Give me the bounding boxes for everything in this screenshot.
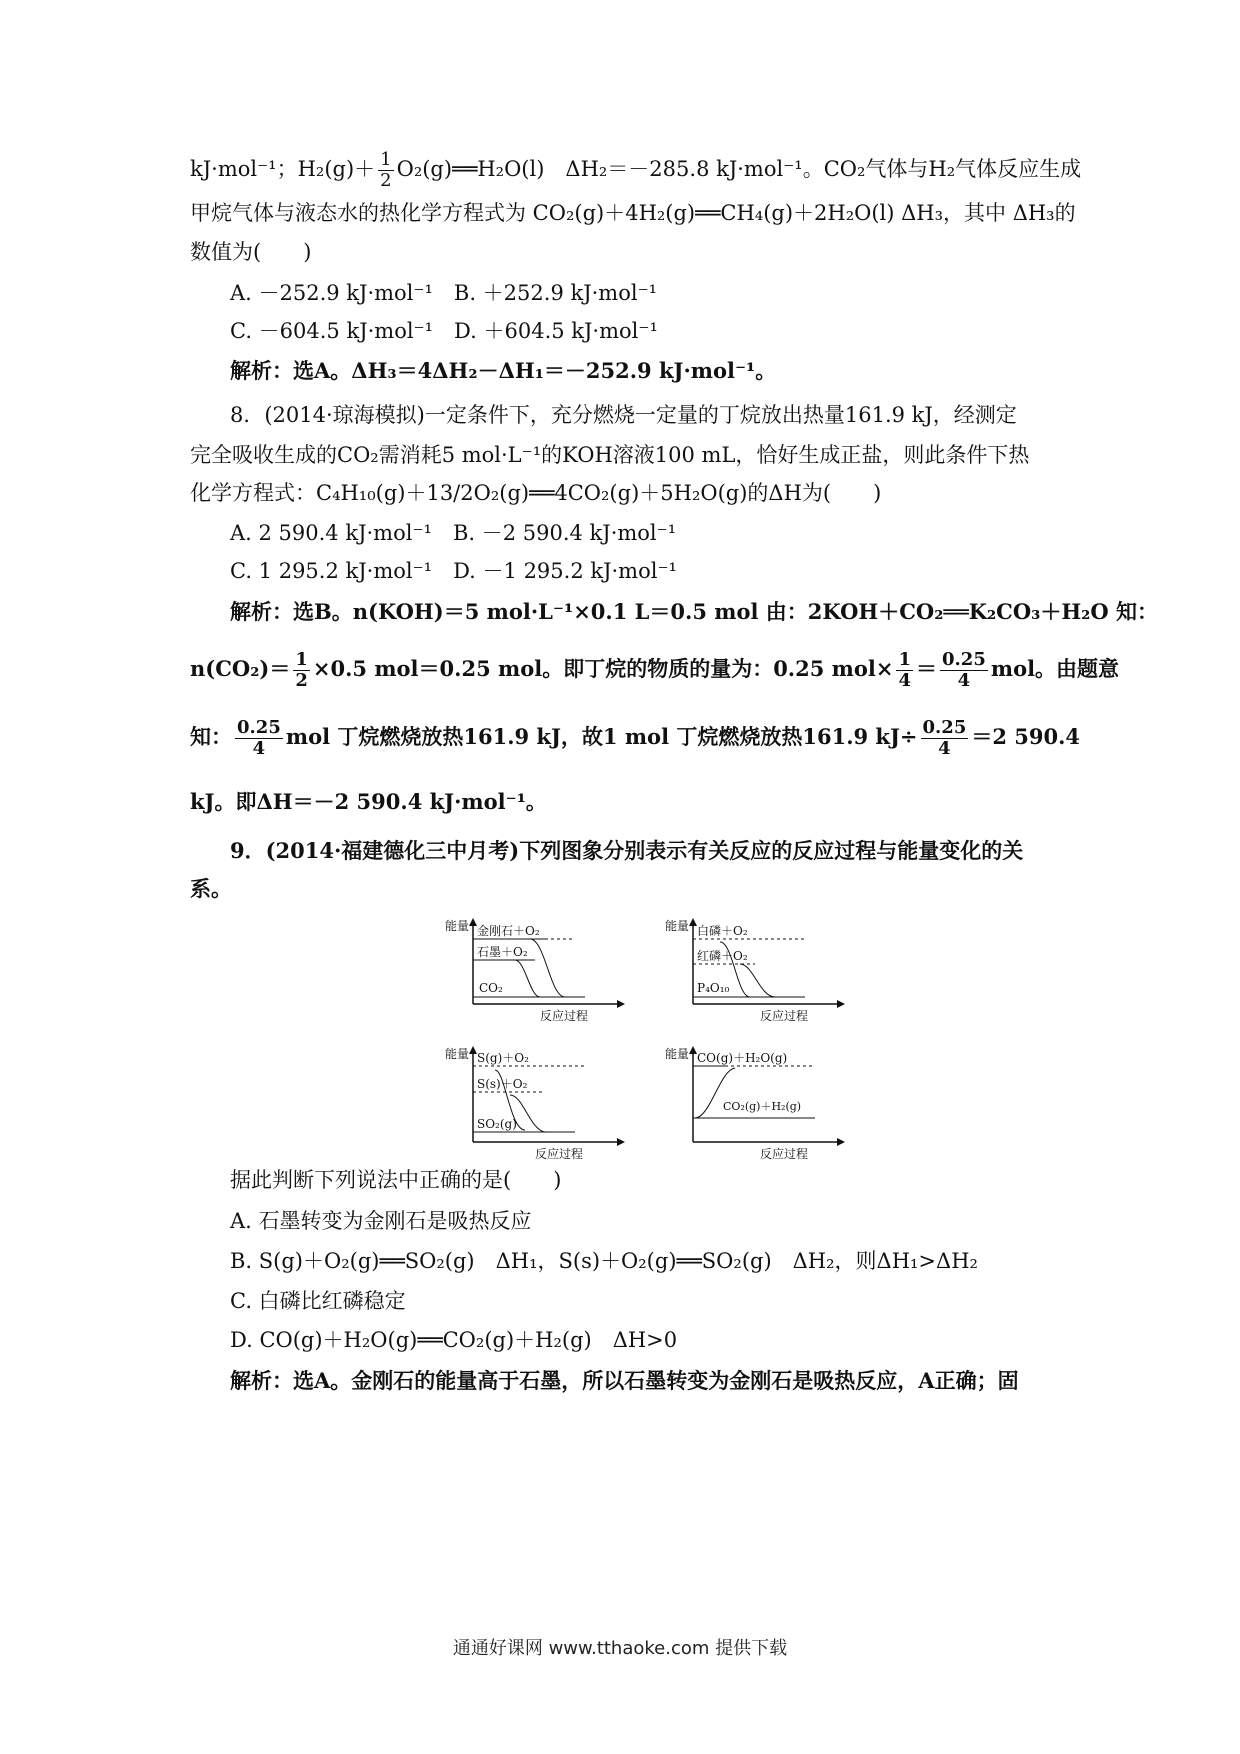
level-label-mid: 红磷＋O₂ xyxy=(697,949,748,963)
fraction-numerator: 0.25 xyxy=(922,717,967,738)
energy-diagram-sulfur xyxy=(445,1040,625,1164)
text-segment: mol 丁烷燃烧放热161.9 kJ，故1 mol 丁烷燃烧放热161.9 kJ÷ xyxy=(285,724,918,749)
fraction xyxy=(378,150,393,191)
level-label-top: 金刚石＋O₂ xyxy=(477,924,540,938)
text-segment: ＝ xyxy=(916,656,937,681)
option-line: A. 石墨转变为金刚石是吸热反应 xyxy=(230,1209,532,1233)
fraction-denominator: 4 xyxy=(898,670,911,691)
option-line: A. －252.9 kJ·mol⁻¹ B. ＋252.9 kJ·mol⁻¹ xyxy=(230,281,658,305)
axis-label-energy: 能量 xyxy=(445,1047,470,1061)
fraction-denominator: 4 xyxy=(957,670,971,691)
fraction xyxy=(235,718,283,759)
axis-label-energy: 能量 xyxy=(665,1047,690,1061)
fraction-numerator: 1 xyxy=(898,649,911,670)
level-label-bottom: P₄O₁₀ xyxy=(697,981,730,995)
option-line: D. CO(g)＋H₂O(g)══CO₂(g)＋H₂(g) ΔH>0 xyxy=(230,1328,678,1352)
fraction xyxy=(293,650,310,691)
option-line: B. S(g)＋O₂(g)══SO₂(g) ΔH₁，S(s)＋O₂(g)══SO₂(g) ΔH₂，则ΔH₁>ΔH₂ xyxy=(230,1249,978,1273)
fraction-denominator: 4 xyxy=(938,738,951,759)
fraction-denominator: 2 xyxy=(380,170,392,191)
question-8-line: 8．(2014·琼海模拟)一定条件下，充分燃烧一定量的丁烷放出热量161.9 kJ，经测定 xyxy=(230,403,1017,427)
analysis-line-fractions xyxy=(190,717,1081,759)
fraction-denominator: 4 xyxy=(252,738,266,759)
text-line-3: 数值为( ) xyxy=(190,240,312,264)
analysis-line: 解析：选B。n(KOH)＝5 mol·L⁻¹×0.1 L＝0.5 mol 由：2KOH＋CO₂══K₂CO₃＋H₂O 知： xyxy=(230,599,1158,624)
axis-label-process: 反应过程 xyxy=(760,1009,809,1023)
level-label-bottom: CO₂(g)＋H₂(g) xyxy=(723,1100,802,1113)
option-line: C. 1 295.2 kJ·mol⁻¹ D. －1 295.2 kJ·mol⁻¹ xyxy=(230,559,677,583)
text-segment: 知： xyxy=(190,724,232,749)
fraction-numerator: 1 xyxy=(295,649,308,670)
energy-diagram-phosphorus xyxy=(665,912,845,1026)
fraction-numerator: 0.25 xyxy=(237,717,281,738)
text-segment: kJ·mol⁻¹；H₂(g)＋ xyxy=(190,157,376,181)
level-label-top: S(g)＋O₂ xyxy=(477,1051,529,1065)
option-line: C. 白磷比红磷稳定 xyxy=(230,1289,406,1313)
option-line: A. 2 590.4 kJ·mol⁻¹ B. －2 590.4 kJ·mol⁻¹ xyxy=(230,521,677,545)
fraction-numerator: 1 xyxy=(380,149,392,170)
level-label-bottom: SO₂(g) xyxy=(477,1117,517,1131)
fraction-numerator: 0.25 xyxy=(942,649,986,670)
option-line: C. －604.5 kJ·mol⁻¹ D. ＋604.5 kJ·mol⁻¹ xyxy=(230,319,658,343)
fraction xyxy=(896,650,913,691)
text-segment: O₂(g)══H₂O(l) ΔH₂＝－285.8 kJ·mol⁻¹。CO₂气体与H₂气体反应生成 xyxy=(396,157,1082,181)
text-segment: ＝2 590.4 xyxy=(971,724,1081,749)
question-9-prompt: 据此判断下列说法中正确的是( ) xyxy=(230,1168,562,1192)
fraction xyxy=(940,650,988,691)
analysis-line-fractions xyxy=(190,649,1120,691)
axis-label-process: 反应过程 xyxy=(540,1009,589,1023)
question-8-line: 化学方程式：C₄H₁₀(g)＋13/2O₂(g)══4CO₂(g)＋5H₂O(g)的ΔH为( ) xyxy=(190,481,882,505)
page-footer: 通通好课网 www.tthaoke.com 提供下载 xyxy=(452,1638,788,1659)
level-label-bottom: CO₂ xyxy=(479,981,503,995)
energy-diagram-carbon xyxy=(445,912,625,1026)
text-segment: mol。由题意 xyxy=(990,656,1120,681)
level-label-top: CO(g)＋H₂O(g) xyxy=(697,1051,788,1065)
level-label-mid: S(s)＋O₂ xyxy=(477,1077,528,1091)
fraction-denominator: 2 xyxy=(295,670,308,691)
text-line-1 xyxy=(190,149,1082,191)
axis-label-process: 反应过程 xyxy=(535,1147,584,1161)
analysis-line: 解析：选A。ΔH₃＝4ΔH₂－ΔH₁＝－252.9 kJ·mol⁻¹。 xyxy=(230,358,777,383)
level-label-top: 白磷＋O₂ xyxy=(697,924,748,938)
level-label-mid: 石墨＋O₂ xyxy=(477,945,528,959)
question-9-line: 9．(2014·福建德化三中月考)下列图象分别表示有关反应的反应过程与能量变化的关 xyxy=(230,838,1024,863)
axis-label-energy: 能量 xyxy=(665,919,690,933)
analysis-line: 解析：选A。金刚石的能量高于石墨，所以石墨转变为金刚石是吸热反应，A正确；固 xyxy=(230,1368,1019,1393)
text-segment: n(CO₂)＝ xyxy=(190,656,291,681)
axis-label-energy: 能量 xyxy=(445,919,470,933)
analysis-line: kJ。即ΔH＝－2 590.4 kJ·mol⁻¹。 xyxy=(190,789,547,814)
text-line-2: 甲烷气体与液态水的热化学方程式为 CO₂(g)＋4H₂(g)══CH₄(g)＋2H₂O(l) ΔH₃，其中 ΔH₃的 xyxy=(190,201,1076,225)
question-9-line: 系。 xyxy=(190,876,232,901)
fraction xyxy=(921,718,969,759)
energy-diagram-co xyxy=(665,1040,855,1164)
text-segment: ×0.5 mol＝0.25 mol。即丁烷的物质的量为：0.25 mol× xyxy=(312,656,894,681)
question-8-line: 完全吸收生成的CO₂需消耗5 mol·L⁻¹的KOH溶液100 mL，恰好生成正盐，则此条件下热 xyxy=(190,443,1030,467)
axis-label-process: 反应过程 xyxy=(760,1147,809,1161)
